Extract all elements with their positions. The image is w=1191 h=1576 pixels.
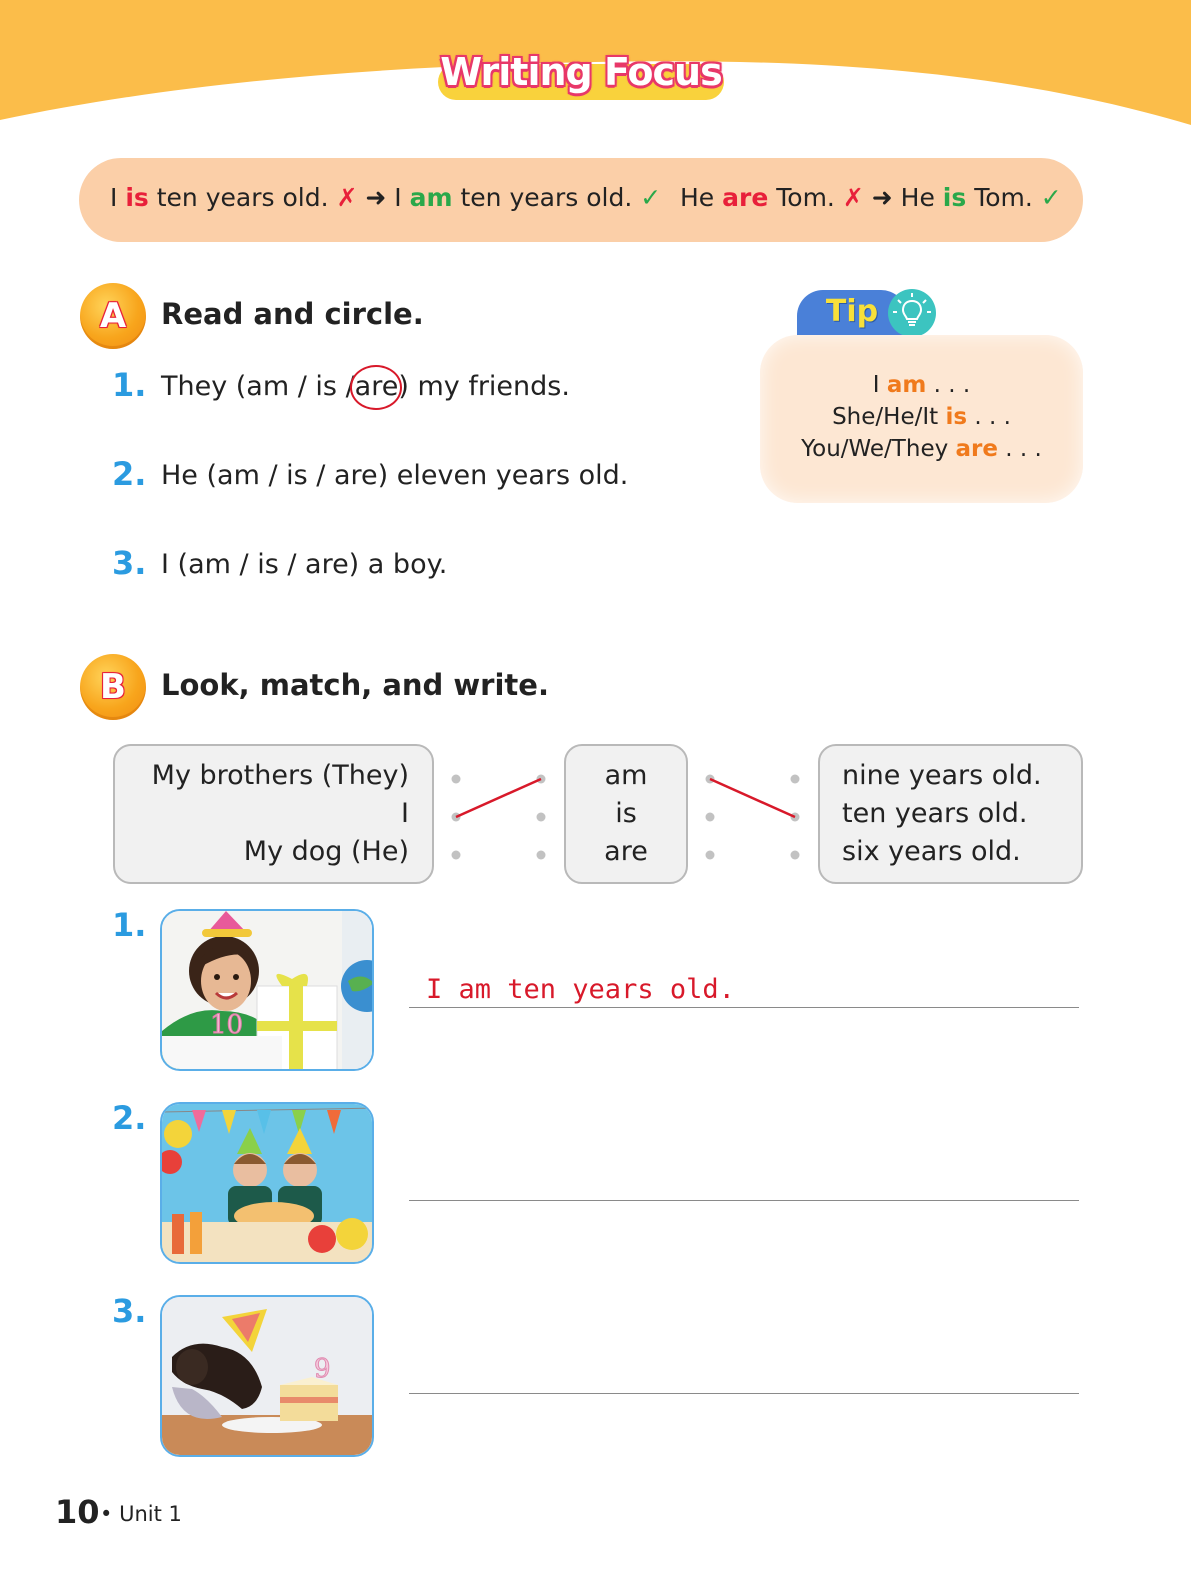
subject-option-2[interactable]: I: [401, 798, 409, 829]
arrow-right-icon: ➜: [365, 183, 387, 212]
match-dot: [452, 775, 461, 784]
writing-line-1[interactable]: [409, 1007, 1079, 1008]
match-dot: [706, 813, 715, 822]
tip-line-3-verb: are: [955, 436, 998, 462]
tip-line-1-dots: . . .: [933, 372, 971, 398]
svg-text:9: 9: [314, 1354, 331, 1384]
svg-text:10: 10: [210, 1010, 244, 1040]
verb-option-are[interactable]: are: [604, 836, 648, 867]
rule-1-wrong-verb: is: [125, 183, 149, 212]
rule-1-rest-correct: ten years old.: [460, 183, 633, 212]
tip-line-1: [760, 372, 1083, 398]
writing-line-2[interactable]: [409, 1200, 1079, 1201]
section-b-letter: B: [100, 667, 126, 707]
section-b-badge: [80, 654, 146, 720]
rule-2-rest-correct: Tom.: [974, 183, 1033, 212]
item-a3[interactable]: I (am / is / are) a boy.: [161, 549, 448, 580]
tip-line-1-subject: I: [872, 372, 880, 398]
match-area: [440, 760, 810, 870]
subject-option-1[interactable]: My brothers (They): [151, 760, 409, 791]
rule-2-right-verb: is: [942, 183, 967, 212]
rule-2-wrong-verb: are: [722, 183, 769, 212]
lightbulb-icon: [887, 288, 937, 338]
item-a1-number: 1.: [112, 366, 147, 404]
unit-label: [100, 1502, 182, 1526]
tip-line-1-verb: am: [886, 372, 927, 398]
subject-option-3[interactable]: My dog (He): [243, 836, 409, 867]
section-a-badge: [80, 283, 146, 349]
tip-line-3: [760, 436, 1083, 462]
rule-1-rest: ten years old.: [156, 183, 329, 212]
match-dot: [452, 851, 461, 860]
item-a1: [161, 371, 570, 402]
arrow-right-icon: ➜: [871, 183, 893, 212]
match-dot: [537, 813, 546, 822]
item-b1-number: 1.: [112, 906, 147, 944]
verb-option-is[interactable]: is: [615, 798, 637, 829]
tip-line-2: [760, 404, 1083, 430]
section-b-title: Look, match, and write.: [161, 668, 549, 702]
circled-answer[interactable]: are: [354, 371, 399, 402]
item-a1-after: ) my friends.: [398, 371, 570, 402]
check-icon: ✓: [640, 183, 662, 212]
rule-1: [110, 183, 661, 212]
rule-2: [680, 183, 1062, 212]
girl-birthday-photo: [160, 909, 374, 1071]
tip-line-3-dots: . . .: [1005, 436, 1042, 462]
page-title: Writing Focus: [440, 50, 722, 94]
ending-option-2[interactable]: ten years old.: [842, 798, 1028, 829]
check-icon: ✓: [1040, 183, 1062, 212]
answer-line-1-text[interactable]: I am ten years old.: [426, 974, 735, 1005]
ending-option-1[interactable]: nine years old.: [842, 760, 1042, 791]
item-a2[interactable]: He (am / is / are) eleven years old.: [161, 460, 629, 491]
match-dot: [537, 851, 546, 860]
item-b2-number: 2.: [112, 1099, 147, 1137]
ending-option-3[interactable]: six years old.: [842, 836, 1021, 867]
section-a-letter: A: [99, 296, 127, 336]
tip-line-3-subject: You/We/They: [801, 436, 949, 462]
tip-label: Tip: [825, 294, 879, 329]
page-number: 10: [55, 1493, 100, 1531]
tip-line-2-subject: She/He/It: [832, 404, 939, 430]
rule-1-subject: I: [110, 183, 118, 212]
writing-line-3[interactable]: [409, 1393, 1079, 1394]
match-dots[interactable]: [452, 775, 800, 860]
match-line-verb-ending: [710, 779, 795, 817]
twin-boys-party-photo: [160, 1102, 374, 1264]
cross-icon: ✗: [842, 183, 864, 212]
footer-unit: Unit 1: [119, 1502, 182, 1526]
verb-option-am[interactable]: am: [604, 760, 648, 791]
dog-cake-photo: [160, 1295, 374, 1457]
match-line-subject-verb: [456, 779, 541, 817]
footer-bullet: •: [100, 1502, 113, 1526]
rule-2-subject-correct: He: [900, 183, 935, 212]
section-a-title: Read and circle.: [161, 297, 424, 331]
item-a1-before: They (am / is /: [161, 371, 355, 402]
item-a2-number: 2.: [112, 455, 147, 493]
match-dot: [791, 775, 800, 784]
item-a3-number: 3.: [112, 544, 147, 582]
tip-line-2-verb: is: [945, 404, 968, 430]
item-b3-number: 3.: [112, 1292, 147, 1330]
cross-icon: ✗: [336, 183, 358, 212]
match-dot: [706, 851, 715, 860]
rule-1-subject-correct: I: [394, 183, 402, 212]
rule-2-rest: Tom.: [776, 183, 835, 212]
match-dot: [791, 851, 800, 860]
rule-1-right-verb: am: [409, 183, 453, 212]
rule-2-subject: He: [680, 183, 715, 212]
tip-line-2-dots: . . .: [974, 404, 1011, 430]
